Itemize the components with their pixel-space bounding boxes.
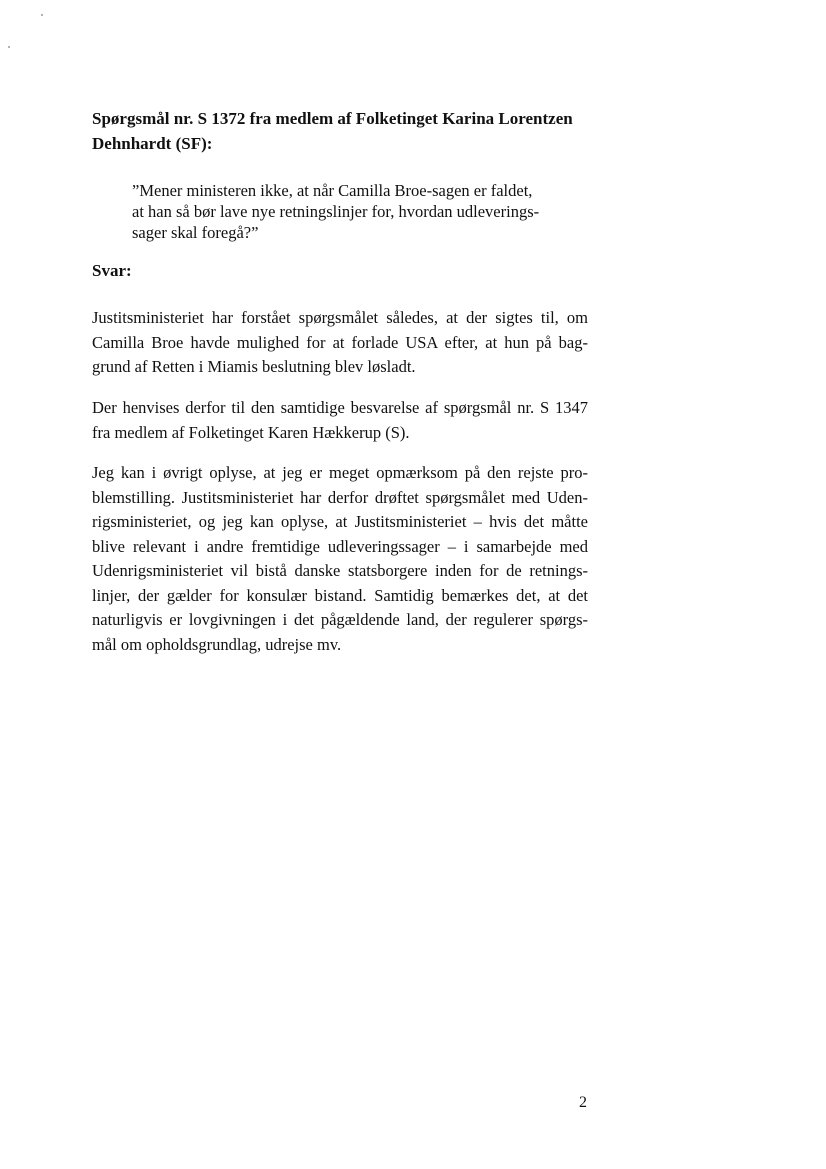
answer-heading: Svar: [92,261,132,280]
scan-speck [41,14,43,16]
paragraph-line: Camilla Broe havde mulighed for at forlade USA efter, at hun på bag- [92,332,588,352]
question-heading [92,106,612,156]
quote-line: sager skal foregå?” [132,223,259,242]
answer-paragraph [92,396,588,445]
paragraph-line: mål om opholdsgrundlag, udrejse mv. [92,634,342,654]
paragraph-line: fra medlem af Folketinget Karen Hækkerup (S). [92,422,410,442]
paragraph-line: linjer, der gælder for konsulær bistand. Samtidig bemærkes det, at det [92,585,588,605]
paragraph-line: naturligvis er lovgivningen i det pågældende land, der regulerer spørgs- [92,610,588,629]
question-line: Dehnhardt (SF): [92,134,213,153]
page-number: 2 [579,1094,587,1111]
answer-paragraph [92,461,588,657]
paragraph-line: Jeg kan i øvrigt oplyse, at jeg er meget opmærksom på den rejste pro- [92,463,588,482]
paragraph-line: Justitsministeriet har forstået spørgsmålet således, at der sigtes til, om [92,308,588,327]
question-quote [132,180,592,243]
quote-line: ”Mener ministeren ikke, at når Camilla Broe-sagen er faldet, [132,181,533,200]
answer-paragraph [92,306,588,380]
scan-speck [8,46,10,48]
question-line: Spørgsmål nr. S 1372 fra medlem af Folketinget Karina Lorentzen [92,109,573,128]
paragraph-line: rigsministeriet, og jeg kan oplyse, at Justitsministeriet – hvis det måtte [92,512,588,531]
paragraph-line: blemstilling. Justitsministeriet har derfor drøftet spørgsmålet med Uden- [92,487,588,507]
quote-line: at han så bør lave nye retningslinjer for, hvordan udleverings- [132,202,540,221]
paragraph-line: Der henvises derfor til den samtidige besvarelse af spørgsmål nr. S 1347 [92,398,588,417]
paragraph-line: grund af Retten i Miamis beslutning blev løsladt. [92,357,416,376]
paragraph-line: blive relevant i andre fremtidige udleveringssager – i samarbejde med [92,536,588,556]
paragraph-line: Udenrigsministeriet vil bistå danske statsborgere inden for de retnings- [92,561,588,580]
